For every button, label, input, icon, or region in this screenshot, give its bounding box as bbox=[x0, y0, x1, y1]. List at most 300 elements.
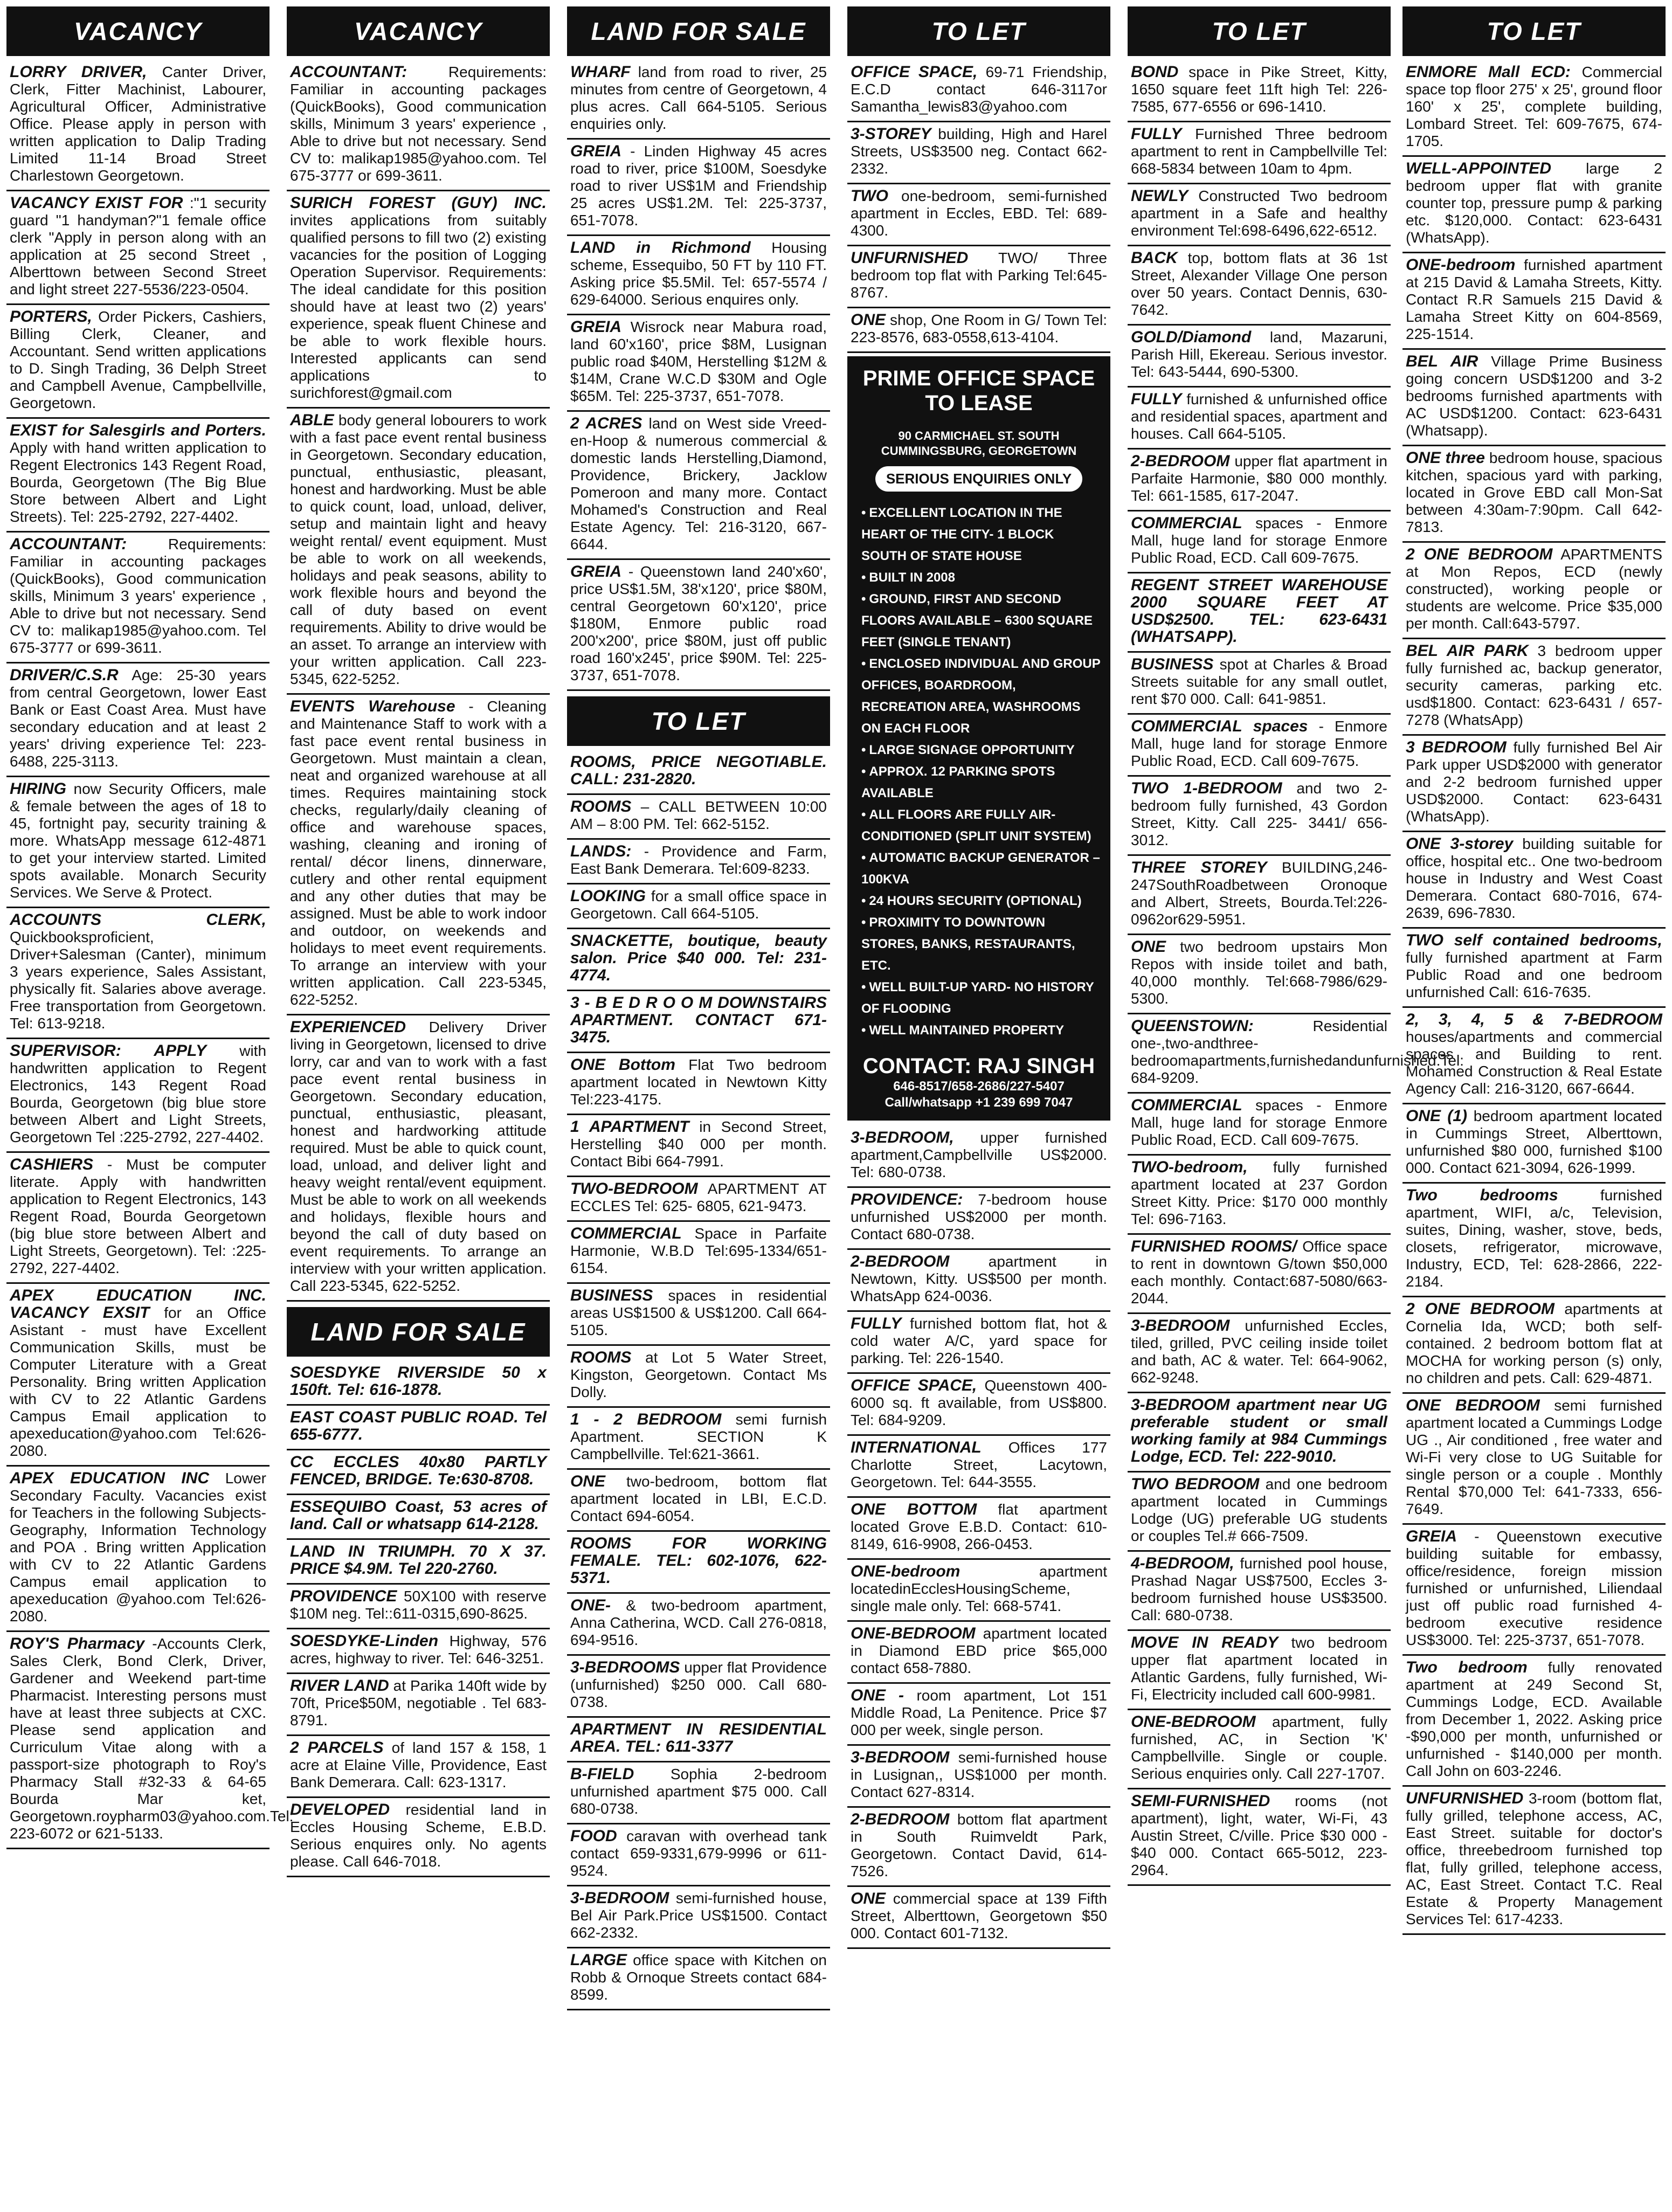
ad-body: shop, One Room in G/ Town Tel: 223-8576, 683-0558,613-4104. bbox=[851, 312, 1108, 345]
ad-body: – CALL BETWEEN 10:00 AM – 8:00 PM. Tel: 662-5152. bbox=[570, 798, 827, 832]
ad-body: large 2 bedroom upper flat with granite counter top, pressure pump & parking etc. $120,000. Contact: 623-6431 (WhatsApp). bbox=[1406, 160, 1662, 246]
feature-item: • ENCLOSED INDIVIDUAL AND GROUP OFFICES, BOARDROOM, RECREATION AREA, WASHROOMS ON EACH FLOOR bbox=[861, 653, 1102, 739]
classified-ad bbox=[287, 1629, 550, 1674]
ad-body: building, High and Harel Streets, US$3500 neg. Contact 662-2332. bbox=[851, 126, 1107, 177]
ad-body: Village Prime Business going concern USD$1200 and 3-2 bedrooms furnished apartments with AC USD$1200. Contact: 623-6431 (Whatsapp). bbox=[1406, 353, 1663, 439]
classified-ad bbox=[1402, 157, 1666, 253]
classified-ad bbox=[6, 305, 270, 419]
ad-body: Constructed Two bedroom apartment in a Safe and healthy environment Tel:698-6496,622-6512. bbox=[1131, 188, 1387, 239]
ad-keyword: ONE Bottom bbox=[570, 1056, 675, 1074]
ad-keyword: ROOMS, PRICE NEGOTIABLE. CALL: 231-2820. bbox=[570, 753, 827, 788]
classified-ad bbox=[1402, 350, 1666, 446]
ad-body: at Lot 5 Water Street, Kingston, Georgetown. Contact Ms Dolly. bbox=[570, 1349, 827, 1400]
ad-keyword: REGENT STREET WAREHOUSE 2000 SQUARE FEET AT USD$2500. TEL: 623-6431 (WHATSAPP). bbox=[1131, 576, 1387, 646]
ad-body: semi furnish Apartment. SECTION K Campbellville. Tel:621-3661. bbox=[570, 1411, 827, 1462]
classified-ad bbox=[1128, 326, 1391, 388]
ad-body: commercial space at 139 Fifth Street, Alberttown, Georgetown $50 000. Contact 601-7132. bbox=[851, 1890, 1108, 1941]
ad-keyword: ONE bbox=[851, 311, 886, 329]
ad-body: furnished & unfurnished office and residential spaces, apartment and houses. Call 664-5105. bbox=[1131, 391, 1388, 442]
ad-keyword: UNFURNISHED bbox=[1406, 1789, 1524, 1807]
ad-keyword: ONE three bbox=[1406, 449, 1485, 467]
ad-keyword: COMMERCIAL bbox=[1131, 514, 1242, 532]
classified-ad bbox=[6, 1284, 270, 1467]
ad-keyword: CC ECCLES 40x80 PARTLY FENCED, BRIDGE. Te:630-8708. bbox=[290, 1453, 547, 1488]
ad-body: TWO/ Three bedroom top flat with Parking Tel:645-8767. bbox=[851, 250, 1107, 301]
classified-ad bbox=[287, 1540, 550, 1585]
ad-body: for an Office Asistant - must have Excellent Communication Skills, must be Computer Literature with a Great Personality. Bring written Application with CV to 22 Atlantic Gardens Campus Email application to apexeducation@yahoo.com Tel:626-2080. bbox=[10, 1304, 266, 1459]
classified-ad bbox=[1402, 543, 1666, 639]
ad-keyword: BOND bbox=[1131, 63, 1179, 81]
ad-keyword: 2 ONE BEDROOM bbox=[1406, 545, 1553, 563]
ad-body: land, Mazaruni, Parish Hill, Ekereau. Serious investor. Tel: 643-5444, 690-5300. bbox=[1131, 329, 1387, 380]
section-header: VACANCY bbox=[287, 6, 550, 56]
ad-body: and one bedroom apartment located in Cummings Lodge (UG) preferable UG students or couples Tel.# 666-7509. bbox=[1131, 1476, 1387, 1544]
ad-keyword: 3-BEDROOM bbox=[851, 1748, 950, 1766]
feature-item: • ALL FLOORS ARE FULLY AIR-CONDITIONED (SPLIT UNIT SYSTEM) bbox=[861, 804, 1102, 847]
classified-ad bbox=[6, 777, 270, 908]
classified-ad bbox=[6, 663, 270, 777]
ad-body: caravan with overhead tank contact 659-9331,679-9996 or 611-9524. bbox=[570, 1828, 827, 1879]
ad-body: Space in Parfaite Harmonie, W.B.D Tel:695-1334/651-6154. bbox=[570, 1225, 827, 1276]
ad-body: rooms (not apartment), light, water, Wi-Fi, 43 Austin Street, C/ville. Price $30 000 - $40 000. Contact 665-5012, 223-2964. bbox=[1131, 1793, 1387, 1878]
classified-ad bbox=[847, 1684, 1110, 1746]
classified-ad bbox=[1402, 446, 1666, 543]
classified-ad bbox=[567, 60, 830, 140]
ad-body: two bedroom upper flat apartment located in Atlantic Gardens, fully furnished, Wi-Fi, Electricity included call 600-9981. bbox=[1131, 1634, 1387, 1703]
ad-keyword: PROVIDENCE: bbox=[851, 1191, 963, 1208]
ad-keyword: FULLY bbox=[1131, 125, 1182, 143]
classified-ad bbox=[1402, 929, 1666, 1008]
classified-ad bbox=[6, 1039, 270, 1153]
feature-item: • AUTOMATIC BACKUP GENERATOR – 100KVA bbox=[861, 847, 1102, 890]
classified-ad bbox=[567, 1594, 830, 1656]
ad-keyword: ACCOUNTANT: bbox=[290, 63, 407, 81]
ad-body: - Queenstown land 240'x60', price US$1.5M, 38'x120', price $80M, central Georgetown 60'x120', price $180M, Enmore public road 200'x200', price $80M, just off public road 160'x245', price $90M. Tel: 225-3737, 651-7078. bbox=[570, 563, 827, 683]
classified-ad bbox=[1402, 1656, 1666, 1787]
classified-ad bbox=[1128, 715, 1391, 777]
ad-keyword: ONE 3-storey bbox=[1406, 835, 1514, 853]
ad-keyword: EXPERIENCED bbox=[290, 1018, 406, 1036]
classified-ad bbox=[1128, 450, 1391, 511]
classified-ad bbox=[287, 695, 550, 1015]
classified-ad bbox=[6, 908, 270, 1039]
ad-keyword: 4-BEDROOM, bbox=[1131, 1554, 1234, 1572]
classified-ad bbox=[567, 1824, 830, 1886]
classified-ad bbox=[847, 1746, 1110, 1808]
ad-keyword: TWO self contained bedrooms, bbox=[1406, 931, 1662, 949]
ad-keyword: 2-BEDROOM bbox=[1131, 452, 1230, 470]
classified-ad bbox=[1128, 935, 1391, 1014]
ad-keyword: MOVE IN READY bbox=[1131, 1634, 1279, 1651]
ad-body: APARTMENT AT ECCLES Tel: 625- 6805, 621-9473. bbox=[570, 1180, 827, 1214]
ad-body: Lower Secondary Faculty. Vacancies exist for Teachers in the following Subjects- Geography, Information Technology and POA . Bring written Application with CV to 22 Atlantic Gardens Campus email application to apexeducation @yahoo.com Tel:626-2080. bbox=[10, 1470, 266, 1625]
prime-office-space-box bbox=[847, 356, 1110, 1121]
ad-body: residential land in Eccles Housing Scheme, E.B.D. Serious enquires only. No agents please. Call 646-7018. bbox=[290, 1801, 547, 1870]
classified-ad bbox=[1402, 1394, 1666, 1525]
classified-ad bbox=[847, 1126, 1110, 1188]
ad-keyword: ONE-BEDROOM bbox=[1131, 1713, 1256, 1731]
ad-keyword: SOESDYKE-Linden bbox=[290, 1632, 439, 1650]
classified-ad bbox=[1128, 1314, 1391, 1393]
ad-body: - Linden Highway 45 acres road to river, price $100M, Soesdyke road to river US$1M and Friendship 25 acres US$1.2M. Tel: 225-3737, 651-7078. bbox=[570, 143, 827, 229]
feature-item: • APPROX. 12 PARKING SPOTS AVAILABLE bbox=[861, 761, 1102, 804]
feature-item: • LARGE SIGNAGE OPPORTUNITY bbox=[861, 739, 1102, 761]
classified-ad bbox=[1128, 1631, 1391, 1710]
ad-keyword: ONE BEDROOM bbox=[1406, 1397, 1540, 1414]
ad-body: at Parika 140ft wide by 70ft, Price$50M, negotiable . Tel 683-8791. bbox=[290, 1677, 547, 1729]
ad-keyword: 3-BEDROOM apartment near UG preferable student or small working family at 984 Cummings Lodge, ECD. Tel: 222-9010. bbox=[1131, 1396, 1387, 1466]
classified-ad bbox=[6, 533, 270, 663]
classified-ad bbox=[847, 122, 1110, 184]
classified-ad bbox=[567, 315, 830, 412]
ad-body: unfurnished Eccles, tiled, grilled, PVC ceiling inside toilet and bath, AC & water. Tel: 664-9062, 662-9248. bbox=[1131, 1317, 1388, 1386]
classified-ad bbox=[6, 1153, 270, 1284]
ad-keyword: ENMORE Mall ECD: bbox=[1406, 63, 1571, 81]
ad-keyword: GREIA bbox=[570, 318, 622, 336]
classified-ad bbox=[1128, 60, 1391, 122]
ad-body: APARTMENTS at Mon Repos, ECD (newly constructed), working people or students are welcome. Price $35,000 per month. Call:643-5797. bbox=[1406, 546, 1663, 632]
classified-ad bbox=[567, 1718, 830, 1762]
classified-ad bbox=[1128, 1014, 1464, 1094]
ad-body: Wisrock near Mabura road, land 60'x160', price $8M, Lusignan public road $40M, Herstelling $12M & $14M, Crane W.C.D $30M and Ogle $65M. Tel: 225-3737, 651-7078. bbox=[570, 319, 827, 404]
ad-keyword: SNACKETTE, boutique, beauty salon. Price $40 000. Tel: 231-4774. bbox=[570, 932, 827, 984]
ad-body: fully renovated apartment at 249 Second St, Cummings Lodge, ECD. Available from December 1, 2022. Asking price -$90,000 per month, unfurnished or unfurnished - $140,000 per month. Call John on 603-2246. bbox=[1406, 1659, 1662, 1779]
classified-ad bbox=[1128, 777, 1391, 856]
ad-keyword: ROOMS FOR WORKING FEMALE. TEL: 602-1076, 622-5371. bbox=[570, 1534, 827, 1587]
ad-body: building suitable for office, hospital etc.. One two-bedroom house in Industry and West Coast Demerara. Contact 680-7016, 674-2639, 696-7830. bbox=[1406, 835, 1662, 921]
ad-keyword: Two bedroom bbox=[1406, 1658, 1528, 1676]
ad-keyword: 3-BEDROOM bbox=[570, 1889, 669, 1907]
feature-item: • PROXIMITY TO DOWNTOWN STORES, BANKS, RESTAURANTS, ETC. bbox=[861, 912, 1102, 977]
ad-keyword: APEX EDUCATION INC bbox=[10, 1469, 210, 1487]
ad-keyword: ONE BOTTOM bbox=[851, 1501, 977, 1518]
classified-ad bbox=[567, 1886, 830, 1948]
ad-body: and two 2-bedroom fully furnished, 43 Gordon Street, Kitty. Call 225- 3441/ 656-3012. bbox=[1131, 780, 1387, 848]
ad-body: apartment locatedinEcclesHousingScheme, single male only. Tel: 668-5741. bbox=[851, 1563, 1107, 1614]
ad-keyword: B-FIELD bbox=[570, 1765, 634, 1783]
ad-body: 3 bedroom upper fully furnished ac, backup generator, security cameras, parking etc. usd$1800. Contact: 623-6431 / 657-7278 (WhatsApp) bbox=[1406, 642, 1662, 728]
classified-ad bbox=[1128, 1235, 1391, 1314]
classified-ad bbox=[287, 1798, 550, 1877]
ad-body: Offices 177 Charlotte Street, Lacytown, Georgetown. Tel: 644-3555. bbox=[851, 1439, 1108, 1490]
box-address: 90 CARMICHAEL ST. SOUTH CUMMINGSBURG, GEORGETOWN bbox=[881, 429, 1077, 458]
ad-keyword: ROOMS bbox=[570, 798, 632, 815]
classified-ad bbox=[287, 1015, 550, 1302]
box-contact: CONTACT: RAJ SINGH bbox=[862, 1054, 1095, 1078]
ad-keyword: ONE (1) bbox=[1406, 1107, 1467, 1125]
classified-ad bbox=[847, 60, 1110, 122]
ad-keyword: ONE bbox=[851, 1890, 886, 1907]
ad-keyword: ESSEQUIBO Coast, 53 acres of land. Call or whatsapp 614-2128. bbox=[290, 1498, 547, 1533]
ad-keyword: TWO bbox=[851, 187, 888, 205]
classified-ad bbox=[567, 1948, 830, 2010]
classified-ad bbox=[567, 1762, 830, 1824]
classified-ad bbox=[567, 140, 830, 236]
classified-ad bbox=[567, 412, 830, 560]
column-to-let-3 bbox=[1402, 6, 1666, 2206]
classified-ad bbox=[567, 929, 830, 991]
ad-body: Flat Two bedroom apartment located in Newtown Kitty Tel:223-4175. bbox=[570, 1056, 827, 1108]
ad-keyword: 1 - 2 BEDROOM bbox=[570, 1411, 722, 1428]
ad-body: space in Pike Street, Kitty, 1650 square feet 11ft high Tel: 226-7585, 677-6556 or 696-1410. bbox=[1131, 64, 1388, 115]
classified-ad bbox=[567, 1284, 830, 1346]
classified-ad bbox=[567, 840, 830, 884]
classified-ad bbox=[567, 750, 830, 795]
ad-body: - Must be computer literate. Apply with handwritten application to Regent Electronics, 143 Regent Road, Bourda Georgetown (big blue store between Albert and Light Streets, Georgetown). Tel: :225-2792, 227-4402. bbox=[10, 1156, 266, 1276]
ad-keyword: EVENTS Warehouse bbox=[290, 697, 455, 715]
section-header: TO LET bbox=[1128, 6, 1391, 56]
ad-keyword: COMMERCIAL bbox=[570, 1225, 682, 1242]
classified-ad bbox=[847, 1188, 1110, 1250]
ad-body: one-bedroom, semi-furnished apartment in Eccles, EBD. Tel: 689-4300. bbox=[851, 188, 1107, 239]
ad-body: semi furnished apartment located a Cummings Lodge UG ., Air conditioned , free water and Wi-Fi very close to UG Suitable for single person or a couple . Monthly Rental $70,000 Tel: 641-7333, 656-7649. bbox=[1406, 1397, 1662, 1517]
ad-body: spaces - Enmore Mall, huge land for storage Enmore Public Road, ECD. Call 609-7675. bbox=[1131, 1097, 1387, 1148]
classified-ad bbox=[1402, 1525, 1666, 1656]
ad-keyword: ONE bbox=[570, 1473, 606, 1490]
ad-body: two bedroom upstairs Mon Repos with inside toilet and bath, 40,000 monthly. Tel:668-7986/629-5300. bbox=[1131, 938, 1388, 1007]
ad-keyword: GREIA bbox=[570, 142, 622, 160]
classified-ad bbox=[567, 1470, 830, 1532]
ad-keyword: FURNISHED ROOMS/ bbox=[1131, 1238, 1297, 1255]
ad-keyword: WHARF bbox=[570, 63, 631, 81]
classified-ad bbox=[567, 1222, 830, 1284]
serious-enquiries-badge: SERIOUS ENQUIRIES ONLY bbox=[875, 466, 1082, 492]
feature-item: • GROUND, FIRST AND SECOND FLOORS AVAILABLE – 6300 SQUARE FEET (SINGLE TENANT) bbox=[861, 589, 1102, 653]
section-header: TO LET bbox=[1402, 6, 1666, 56]
classified-ad bbox=[1128, 653, 1391, 715]
ad-keyword: 2, 3, 4, 5 & 7-BEDROOM bbox=[1406, 1011, 1662, 1028]
classified-ad bbox=[6, 1632, 294, 1849]
classified-ad bbox=[1402, 1787, 1666, 1935]
classified-ad bbox=[847, 246, 1110, 308]
ad-keyword: APARTMENT IN RESIDENTIAL AREA. TEL: 611-3377 bbox=[570, 1720, 827, 1755]
ad-body: fully furnished apartment located at 237 Gordon Street Kitty. Price: $170 000 monthly Tel: 696-7163. bbox=[1131, 1159, 1387, 1227]
ad-keyword: BEL AIR bbox=[1406, 352, 1478, 370]
ad-keyword: LARGE bbox=[570, 1951, 627, 1969]
classified-ad bbox=[567, 1346, 830, 1408]
classified-ad bbox=[567, 236, 830, 315]
classified-ad bbox=[1128, 1789, 1391, 1886]
classified-ad bbox=[1128, 1094, 1391, 1156]
classified-ad bbox=[1402, 1104, 1666, 1184]
ad-body: invites applications from suitably qualified persons to fill two (2) existing vacancies for the position of Logging Operation Supervisor. Requirements: The ideal candidate for this position should have at least two (2) years' experience, speak fluent Chinese and be able to work flexible hours. Interested applicants can send applications to surichforest@gmail.com bbox=[290, 212, 547, 401]
classified-ad bbox=[1402, 1008, 1666, 1104]
ad-keyword: ONE-BEDROOM bbox=[851, 1625, 976, 1642]
ad-body: room apartment, Lot 151 Middle Road, La Penitence. Price $7 000 per week, single person. bbox=[851, 1687, 1108, 1738]
ad-keyword: RIVER LAND bbox=[290, 1677, 389, 1695]
ad-keyword: FOOD bbox=[570, 1827, 617, 1845]
ad-body: furnished pool house, Prashad Nagar US$7500, Eccles 3-bedroom furnished house US$3500. Call: 680-0738. bbox=[1131, 1555, 1388, 1623]
ad-body: apartment located in Diamond EBD price $65,000 contact 658-7880. bbox=[851, 1625, 1107, 1676]
classified-ad bbox=[567, 1053, 830, 1115]
classified-ad bbox=[287, 1736, 550, 1798]
ad-keyword: ONE - bbox=[851, 1686, 904, 1704]
classified-ad bbox=[1128, 511, 1391, 573]
ad-body: Sophia 2-bedroom unfurnished apartment $75 000. Call 680-0738. bbox=[570, 1766, 827, 1817]
ad-keyword: SEMI-FURNISHED bbox=[1131, 1792, 1270, 1810]
feature-item: • 24 HOURS SECURITY (OPTIONAL) bbox=[861, 890, 1102, 912]
ad-keyword: SOESDYKE RIVERSIDE 50 x 150ft. Tel: 616-1878. bbox=[290, 1364, 547, 1399]
ad-body: - Cleaning and Maintenance Staff to work with a fast pace event rental business in Georgetown. Must maintain a clean, neat and organized warehouse at all times. Requires maintaining stock checks, regularly/daily cleaning of office and warehouse spaces, washing, cleaning and ironing of rental/ décor linens, dinnerware, cutlery and other rental equipment and any other duties that may be assigned. Must be able to work indoor and outdoor, on weekends and holidays to meet event requirements. To arrange an interview with your written application. Call 223-5345, 622-5252. bbox=[290, 698, 547, 1008]
ad-body: 3-room (bottom flat, fully grilled, telephone access, AC, East Street. suitable for doctor's office, threebedroom furnished top flat, fully grilled, telephone access, AC, East Street. Contact T.C. Real Estate & Property Management Services Tel: 617-4233. bbox=[1406, 1790, 1662, 1927]
ad-keyword: ROOMS bbox=[570, 1349, 632, 1366]
classified-ad bbox=[567, 795, 830, 840]
classified-ad bbox=[847, 1560, 1110, 1622]
ad-keyword: GOLD/Diamond bbox=[1131, 328, 1252, 346]
ad-body: bedroom apartment located in Cummings Street, Alberttown, unfurnished $80 000, furnished $100 000. Contact 621-3094, 626-1999. bbox=[1406, 1108, 1662, 1176]
ad-keyword: DRIVER/C.S.R bbox=[10, 666, 119, 684]
section-header: LAND FOR SALE bbox=[567, 6, 830, 56]
ad-body: apartment, fully furnished, AC, in Section 'K' Campbellville. Single or couple. Serious enquiries only. Call 227-1707. bbox=[1131, 1713, 1387, 1782]
ad-body: Canter Driver, Clerk, Fitter Machinist, Labourer, Agricultural Officer, Administrative Office. Please apply in person with written application to Dalip Trading Limited 11-14 Broad Street Charlestown Georgetown. bbox=[10, 64, 267, 184]
ad-body: two-bedroom, bottom flat apartment located in LBI, E.C.D. Contact 694-6054. bbox=[570, 1473, 827, 1524]
classified-ad bbox=[567, 884, 830, 929]
section-header: VACANCY bbox=[6, 6, 270, 56]
feature-item: • WELL MAINTAINED PROPERTY bbox=[861, 1020, 1102, 1041]
ad-body: Age: 25-30 years from central Georgetown, lower East Bank or East Coast Area. Must have secondary education and at least 2 years' driving experience Tel: 223-6488, 225-3113. bbox=[10, 667, 267, 770]
ad-body: bedroom house, spacious kitchen, spacious yard with parking, located in Grove EBD call Mon-Sat between 4:30am-7:90pm. Call 642-7813. bbox=[1406, 450, 1662, 535]
ad-keyword: 2-BEDROOM bbox=[851, 1810, 950, 1828]
column-to-let-1 bbox=[847, 6, 1110, 2206]
classified-ad bbox=[1128, 122, 1391, 184]
ad-keyword: LAND IN TRIUMPH. 70 X 37. PRICE $4.9M. Tel 220-2760. bbox=[290, 1543, 547, 1578]
classifieds-page bbox=[6, 6, 1666, 2206]
ad-keyword: PROVIDENCE bbox=[290, 1587, 397, 1605]
classified-ad bbox=[1128, 1156, 1391, 1235]
classified-ad bbox=[1128, 1552, 1391, 1631]
ad-keyword: 3-BEDROOM bbox=[1131, 1317, 1230, 1335]
ad-body: Office space to rent in downtown G/town $50,000 each monthly. Contact:687-5080/663-2044. bbox=[1131, 1238, 1388, 1307]
classified-ad bbox=[1128, 1393, 1391, 1473]
ad-keyword: ONE- bbox=[570, 1596, 611, 1614]
ad-body: 69-71 Friendship, E.C.D contact 646-3117or Samantha_lewis83@yahoo.com bbox=[851, 64, 1107, 115]
classified-ad bbox=[567, 1532, 830, 1594]
classified-ad bbox=[1128, 246, 1391, 326]
column-land-for-sale bbox=[567, 6, 830, 2206]
ad-keyword: QUEENSTOWN: bbox=[1131, 1017, 1254, 1035]
classified-ad bbox=[1402, 1184, 1666, 1297]
ad-body: Queenstown 400-6000 sq. ft available, from US$800. Tel: 684-9209. bbox=[851, 1377, 1107, 1428]
section-header: TO LET bbox=[567, 696, 830, 746]
ad-keyword: ONE bbox=[1131, 938, 1166, 956]
classified-ad bbox=[1402, 253, 1666, 350]
ad-body: Residential one-,two-andthree-bedroomapartments,furnishedandunfurnished.Tel: 684-9209. bbox=[1131, 1018, 1464, 1086]
feature-list bbox=[856, 502, 1102, 1041]
ad-keyword: COMMERCIAL spaces bbox=[1131, 717, 1308, 735]
ad-keyword: APEX EDUCATION INC. VACANCY EXSIT bbox=[10, 1287, 266, 1322]
ad-keyword: 2-BEDROOM bbox=[851, 1253, 950, 1270]
ad-keyword: GREIA bbox=[570, 563, 622, 580]
classified-ad bbox=[847, 184, 1110, 246]
ad-keyword: LOOKING bbox=[570, 887, 646, 905]
ad-body: Requirements: Familiar in accounting packages (QuickBooks), Good communication skills, Minimum 3 years' experience , Able to drive but not necessary. Send CV to: malikap1985@yahoo.com. Tel 675-3777 or 699-3611. bbox=[290, 64, 547, 184]
ad-keyword: ONE-bedroom bbox=[1406, 256, 1516, 274]
ad-body: 50X100 with reserve $10M neg. Tel::611-0315,690-8625. bbox=[290, 1588, 547, 1622]
classified-ad bbox=[1128, 388, 1391, 450]
classified-ad bbox=[287, 1674, 550, 1736]
classified-ad bbox=[1128, 1473, 1391, 1552]
classified-ad bbox=[287, 1406, 550, 1450]
ad-keyword: OFFICE SPACE, bbox=[851, 1377, 977, 1394]
ad-keyword: LAND in Richmond bbox=[570, 239, 751, 257]
ad-body: Quickbooksproficient, Driver+Salesman (Canter), minimum 3 years experience, Sales Assistant, physically fit. Salaries above average. Free transportation from Georgetown. Tel: 613-9218. bbox=[10, 929, 266, 1032]
ad-keyword: THREE STOREY bbox=[1131, 859, 1267, 876]
ad-keyword: DEVELOPED bbox=[290, 1801, 390, 1819]
classified-ad bbox=[1128, 1710, 1391, 1789]
ad-keyword: 3 BEDROOM bbox=[1406, 738, 1507, 756]
ad-keyword: ACCOUNTANT: bbox=[10, 535, 127, 553]
ad-keyword: GREIA bbox=[1406, 1527, 1457, 1545]
ad-body: fully furnished apartment at Farm Public Road and one bedroom unfurnished Call: 616-7635. bbox=[1406, 949, 1662, 1000]
ad-body: body general lobourers to work with a fast pace event rental business in Georgetown. Secondary education, punctual, enthusiastic, pleasant, honest and hardworking. Must be able to quick count, load, unload, deliver, setup and maintain light and heavy weight rental/ event equipment. Must be able to work on all weekends, holidays and peak seasons, ability to work flexible hours and beyond the call of duty based on event requirements. Ability to drive would be an asset. To arrange an interview with your written application. Call 223-5345, 622-5252. bbox=[290, 412, 547, 687]
ad-keyword: CASHIERS bbox=[10, 1156, 94, 1173]
ad-keyword: BUSINESS bbox=[570, 1287, 653, 1304]
feature-item: • WELL BUILT-UP YARD- NO HISTORY OF FLOODING bbox=[861, 977, 1102, 1020]
ad-body: upper flat apartment in Parfaite Harmonie, $80 000 monthly. Tel: 661-1585, 617-2047. bbox=[1131, 453, 1388, 504]
classified-ad bbox=[287, 191, 550, 409]
ad-keyword: SUPERVISOR: APPLY bbox=[10, 1042, 207, 1060]
classified-ad bbox=[6, 419, 270, 533]
classified-ad bbox=[1402, 832, 1666, 929]
ad-keyword: NEWLY bbox=[1131, 187, 1189, 205]
ad-keyword: 3-BEDROOMS bbox=[570, 1658, 680, 1676]
ad-body: spaces - Enmore Mall, huge land for storage Enmore Public Road, ECD. Call 609-7675. bbox=[1131, 515, 1387, 566]
classified-ad bbox=[287, 1585, 550, 1629]
section-header: LAND FOR SALE bbox=[287, 1307, 550, 1357]
ad-body: apartment in Newtown, Kitty. US$500 per month. WhatsApp 624-0036. bbox=[851, 1253, 1108, 1304]
column-vacancy-2 bbox=[287, 6, 550, 2206]
ad-body: furnished bottom flat, hot & cold water A/C, yard space for parking. Tel: 226-1540. bbox=[851, 1315, 1107, 1366]
classified-ad bbox=[6, 60, 270, 191]
classified-ad bbox=[1402, 1297, 1666, 1394]
ad-body: Furnished Three bedroom apartment to rent in Campbellville Tel: 668-5834 between 10am to 4pm. bbox=[1131, 126, 1388, 177]
ad-body: - Queenstown executive building suitable for embassy, office/residence, foreign mission furnished or unfurnished, Liliendaal just off public road furnished 4-bedroom executive residence US$3000. Tel: 225-3737, 651-7078. bbox=[1406, 1528, 1663, 1648]
ad-body: Order Pickers, Cashiers, Billing Clerk, Cleaner, and Accountant. Send written applications to D. Singh Trading, 36 Delph Street and Campbell Avenue, Campbellville, Georgetown. bbox=[10, 308, 267, 411]
ad-body: in Second Street, Herstelling $40 000 per month. Contact Bibi 664-7991. bbox=[570, 1118, 827, 1170]
ad-body: office space with Kitchen on Robb & Ornoque Streets contact 684-8599. bbox=[570, 1952, 827, 2003]
ad-body: houses/apartments and commercial spaces and Building to rent. Mohamed Construction & Real Estate Agency Call: 216-3120, 667-6644. bbox=[1406, 1028, 1662, 1097]
ad-body: Delivery Driver living in Georgetown, licensed to drive lorry, car and van to work with a fast pace event rental business in Georgetown. Secondary education, punctual, enthusiastic, pleasant, honest and hardworking attitude required. Must be able to quick count, load, unload, and deliver light and heavy weight rental/event equipment. Must be able to work on all weekends and holidays, flexible hours and beyond the call of duty based on event requirements. To arrange an interview with your written application. Call 223-5345, 622-5252. bbox=[290, 1019, 547, 1294]
feature-item: • BUILT IN 2008 bbox=[861, 567, 1102, 589]
classified-ad bbox=[287, 1495, 550, 1540]
ad-keyword: 2 ACRES bbox=[570, 414, 642, 432]
classified-ad bbox=[287, 60, 550, 191]
ad-keyword: BUSINESS bbox=[1131, 655, 1214, 673]
ad-body: of land 157 & 158, 1 acre at Elaine Ville, Providence, East Bank Demerara. Call: 623-1317. bbox=[290, 1739, 547, 1791]
classified-ad bbox=[567, 1115, 830, 1177]
classified-ad bbox=[567, 991, 830, 1053]
ad-body: upper furnished apartment,Campbellville US$2000. Tel: 680-0738. bbox=[851, 1129, 1108, 1180]
ad-body: apartments at Cornelia Ida, WCD; both self-contained. 2 bedroom bottom flat at MOCHA for working person (s) only, no children and pets. Call: 629-4871. bbox=[1406, 1301, 1663, 1386]
ad-body: now Security Officers, male & female between the ages of 18 to 45, fortnight pay, security training & more. WhatsApp message 612-4871 to get your interview started. Limited spots available. Monarch Security Services. We Serve & Protect. bbox=[10, 780, 267, 901]
ad-body: furnished apartment, WIFI, a/c, Television, suites, Dining, washer, stove, beds, closets, refrigerator, microwave, Industry, ECD, Tel: 628-2866, 222-2184. bbox=[1406, 1187, 1662, 1290]
ad-keyword: ROY'S Pharmacy bbox=[10, 1635, 145, 1653]
column-vacancy-1 bbox=[6, 6, 294, 2206]
ad-body: Housing scheme, Essequibo, 50 FT by 110 FT. Asking price $5.5Mil. Tel: 657-5574 / 629-64000. Serious enquires only. bbox=[570, 239, 827, 308]
ad-keyword: 1 APARTMENT bbox=[570, 1118, 689, 1136]
ad-keyword: PORTERS, bbox=[10, 308, 92, 326]
ad-body: Apply with hand written application to Regent Electronics 143 Regent Road, Bourda, Georgetown (The Big Blue Store between Albert and Light Streets). Tel: 225-2792, 227-4402. bbox=[10, 439, 266, 525]
ad-body: - Enmore Mall, huge land for storage Enmore Public Road, ECD. Call 609-7675. bbox=[1131, 718, 1387, 769]
ad-keyword: ABLE bbox=[290, 411, 334, 429]
ad-keyword: TWO-BEDROOM bbox=[570, 1180, 698, 1198]
box-whatsapp: Call/whatsapp +1 239 699 7047 bbox=[885, 1095, 1073, 1110]
classified-ad bbox=[847, 1498, 1110, 1560]
ad-body: bottom flat apartment in South Ruimveldt Park, Georgetown. Contact David, 614-7526. bbox=[851, 1811, 1107, 1879]
ad-body: -Accounts Clerk, Sales Clerk, Bond Clerk, Driver, Gardener and Weekend part-time Pharmacist. Interesting persons must have at least three subjects at CXC. Please send application and Curriculum Vitae along with a passport-size photograph to Roy's Pharmacy Stall #32-33 & 64-65 Bourda Mar ket, Georgetown.roypharm03@yahoo.com.Tel: 223-6072 or 621-5133. bbox=[10, 1635, 294, 1842]
classified-ad bbox=[847, 1250, 1110, 1312]
box-phones: 646-8517/658-2686/227-5407 bbox=[893, 1079, 1065, 1094]
